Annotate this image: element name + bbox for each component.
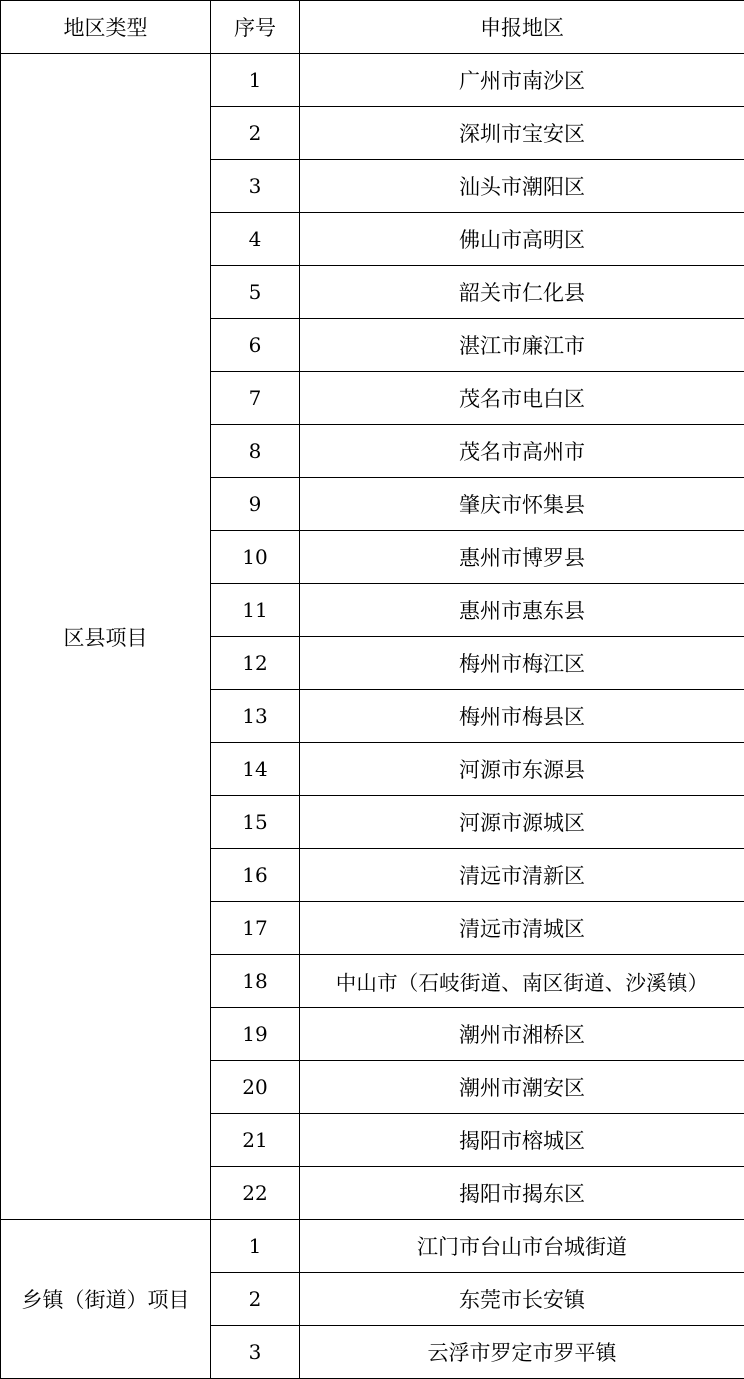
- serial-number-cell: 19: [211, 1008, 300, 1061]
- declared-region-cell: 梅州市梅县区: [300, 690, 744, 743]
- declared-region-cell: 茂名市电白区: [300, 372, 744, 425]
- serial-number-cell: 6: [211, 319, 300, 372]
- table-row: [1, 1220, 744, 1273]
- header-serial-number: 序号: [211, 1, 300, 54]
- region-type-cell: 区县项目: [1, 54, 211, 1220]
- declared-region-cell: 惠州市博罗县: [300, 531, 744, 584]
- declared-region-cell: 深圳市宝安区: [300, 107, 744, 160]
- serial-number-cell: 20: [211, 1061, 300, 1114]
- declared-region-cell: 云浮市罗定市罗平镇: [300, 1326, 744, 1379]
- serial-number-cell: 11: [211, 584, 300, 637]
- serial-number-cell: 17: [211, 902, 300, 955]
- serial-number-cell: 18: [211, 955, 300, 1008]
- declared-region-cell: 茂名市高州市: [300, 425, 744, 478]
- declared-region-cell: 肇庆市怀集县: [300, 478, 744, 531]
- serial-number-cell: 21: [211, 1114, 300, 1167]
- serial-number-cell: 15: [211, 796, 300, 849]
- serial-number-cell: 16: [211, 849, 300, 902]
- declared-region-cell: 江门市台山市台城街道: [300, 1220, 744, 1273]
- declared-region-cell: 河源市东源县: [300, 743, 744, 796]
- serial-number-cell: 2: [211, 107, 300, 160]
- table-row: [1, 54, 744, 107]
- declared-region-cell: 潮州市潮安区: [300, 1061, 744, 1114]
- header-row: [1, 1, 744, 54]
- header-region-type: 地区类型: [1, 1, 211, 54]
- declared-region-cell: 揭阳市揭东区: [300, 1167, 744, 1220]
- declared-region-cell: 惠州市惠东县: [300, 584, 744, 637]
- declared-region-cell: 清远市清城区: [300, 902, 744, 955]
- serial-number-cell: 1: [211, 1220, 300, 1273]
- serial-number-cell: 4: [211, 213, 300, 266]
- declared-region-cell: 韶关市仁化县: [300, 266, 744, 319]
- declared-region-cell: 揭阳市榕城区: [300, 1114, 744, 1167]
- declared-region-cell: 潮州市湘桥区: [300, 1008, 744, 1061]
- declared-region-cell: 梅州市梅江区: [300, 637, 744, 690]
- declared-region-cell: 广州市南沙区: [300, 54, 744, 107]
- serial-number-cell: 5: [211, 266, 300, 319]
- declared-region-cell: 湛江市廉江市: [300, 319, 744, 372]
- serial-number-cell: 12: [211, 637, 300, 690]
- serial-number-cell: 3: [211, 160, 300, 213]
- declared-region-cell: 东莞市长安镇: [300, 1273, 744, 1326]
- serial-number-cell: 7: [211, 372, 300, 425]
- declared-region-cell: 佛山市高明区: [300, 213, 744, 266]
- serial-number-cell: 8: [211, 425, 300, 478]
- region-type-cell: 乡镇（街道）项目: [1, 1220, 211, 1379]
- serial-number-cell: 2: [211, 1273, 300, 1326]
- serial-number-cell: 14: [211, 743, 300, 796]
- header-declared-region: 申报地区: [300, 1, 744, 54]
- declared-region-cell: 中山市（石岐街道、南区街道、沙溪镇）: [300, 955, 744, 1008]
- declared-region-cell: 清远市清新区: [300, 849, 744, 902]
- declared-region-cell: 河源市源城区: [300, 796, 744, 849]
- serial-number-cell: 13: [211, 690, 300, 743]
- declared-region-cell: 汕头市潮阳区: [300, 160, 744, 213]
- serial-number-cell: 9: [211, 478, 300, 531]
- serial-number-cell: 1: [211, 54, 300, 107]
- serial-number-cell: 10: [211, 531, 300, 584]
- serial-number-cell: 3: [211, 1326, 300, 1379]
- serial-number-cell: 22: [211, 1167, 300, 1220]
